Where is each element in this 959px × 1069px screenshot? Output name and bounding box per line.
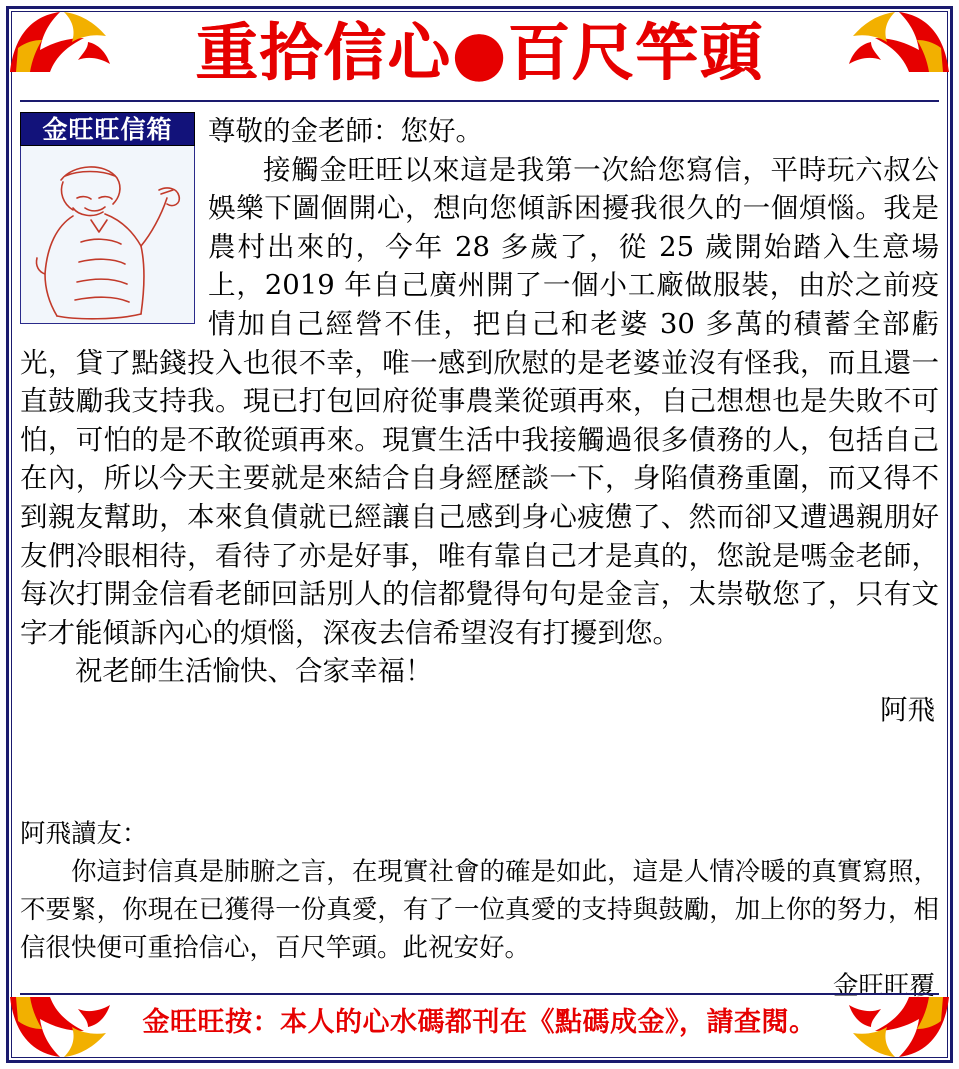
letter-salutation: 尊敬的金老師：您好。 xyxy=(208,115,483,147)
letter-signature: 阿飛 xyxy=(880,693,935,726)
title-separator-dot: ● xyxy=(451,16,508,89)
reply-signature: 金旺旺覆 xyxy=(832,971,935,1001)
mailbox-label: 金旺旺信箱 xyxy=(20,112,195,146)
reply-body xyxy=(20,815,939,1005)
reply-salutation: 阿飛讀友： xyxy=(20,819,148,849)
letter-paragraph-1: 接觸金旺旺以來這是我第一次給您寫信，平時玩六叔公娛樂下圖個開心，想向您傾訴困擾我很久的一個煩惱。我是農村出來的，今年 28 多歲了，從 25 歲開始踏入生意場上，2019 年自己廣州開了一個小工廠做服裝，由於之前疫情加自己經營不佳，把自己和老婆 30 多萬的積蓄全部虧光，貸了點錢投入也很不幸，唯一感到欣慰的是老婆並沒有怪我，而且還一直鼓勵我支持我。現已打包回府從事農業從頭再來，自己想想也是失敗不可怕，可怕的是不敢從頭再來。現實生活中我接觸過很多債務的人，包括自己在內，所以今天主要就是來結合自身經歷談一下，身陷債務重圍，而又得不到親友幫助，本來負債就已經讓自己感到身心疲憊了、然而卻又遭遇親朋好友們冷眼相待，看待了亦是好事，唯有靠自己才是真的，您說是嗎金老師，每次打開金信看老師回話別人的信都覺得句句是金言，太崇敬您了，只有文字才能傾訴內心的煩惱，深夜去信希望沒有打擾到您。 xyxy=(20,153,939,649)
reply-paragraph: 你這封信真是肺腑之言，在現實社會的確是如此，這是人情冷暖的真實寫照，不要緊，你現在已獲得一份真愛，有了一位真愛的支持與鼓勵，加上你的努力，相信很快便可重拾信心，百尺竿頭。此祝安好。 xyxy=(20,857,939,963)
divider-above-footer xyxy=(20,993,939,995)
footer-note: 金旺旺按：本人的心水碼都刊在《點碼成金》，請查閱。 xyxy=(142,1007,817,1038)
illustration-float-spacer xyxy=(20,112,208,327)
letter-blessing: 祝老師生活愉快、合家幸福！ xyxy=(75,655,433,688)
letter-body xyxy=(20,112,939,730)
title-right-text: 百尺竿頭 xyxy=(507,16,764,89)
divider-under-title xyxy=(20,100,939,102)
page-title xyxy=(0,16,959,89)
title-left-text: 重拾信心 xyxy=(195,16,452,89)
